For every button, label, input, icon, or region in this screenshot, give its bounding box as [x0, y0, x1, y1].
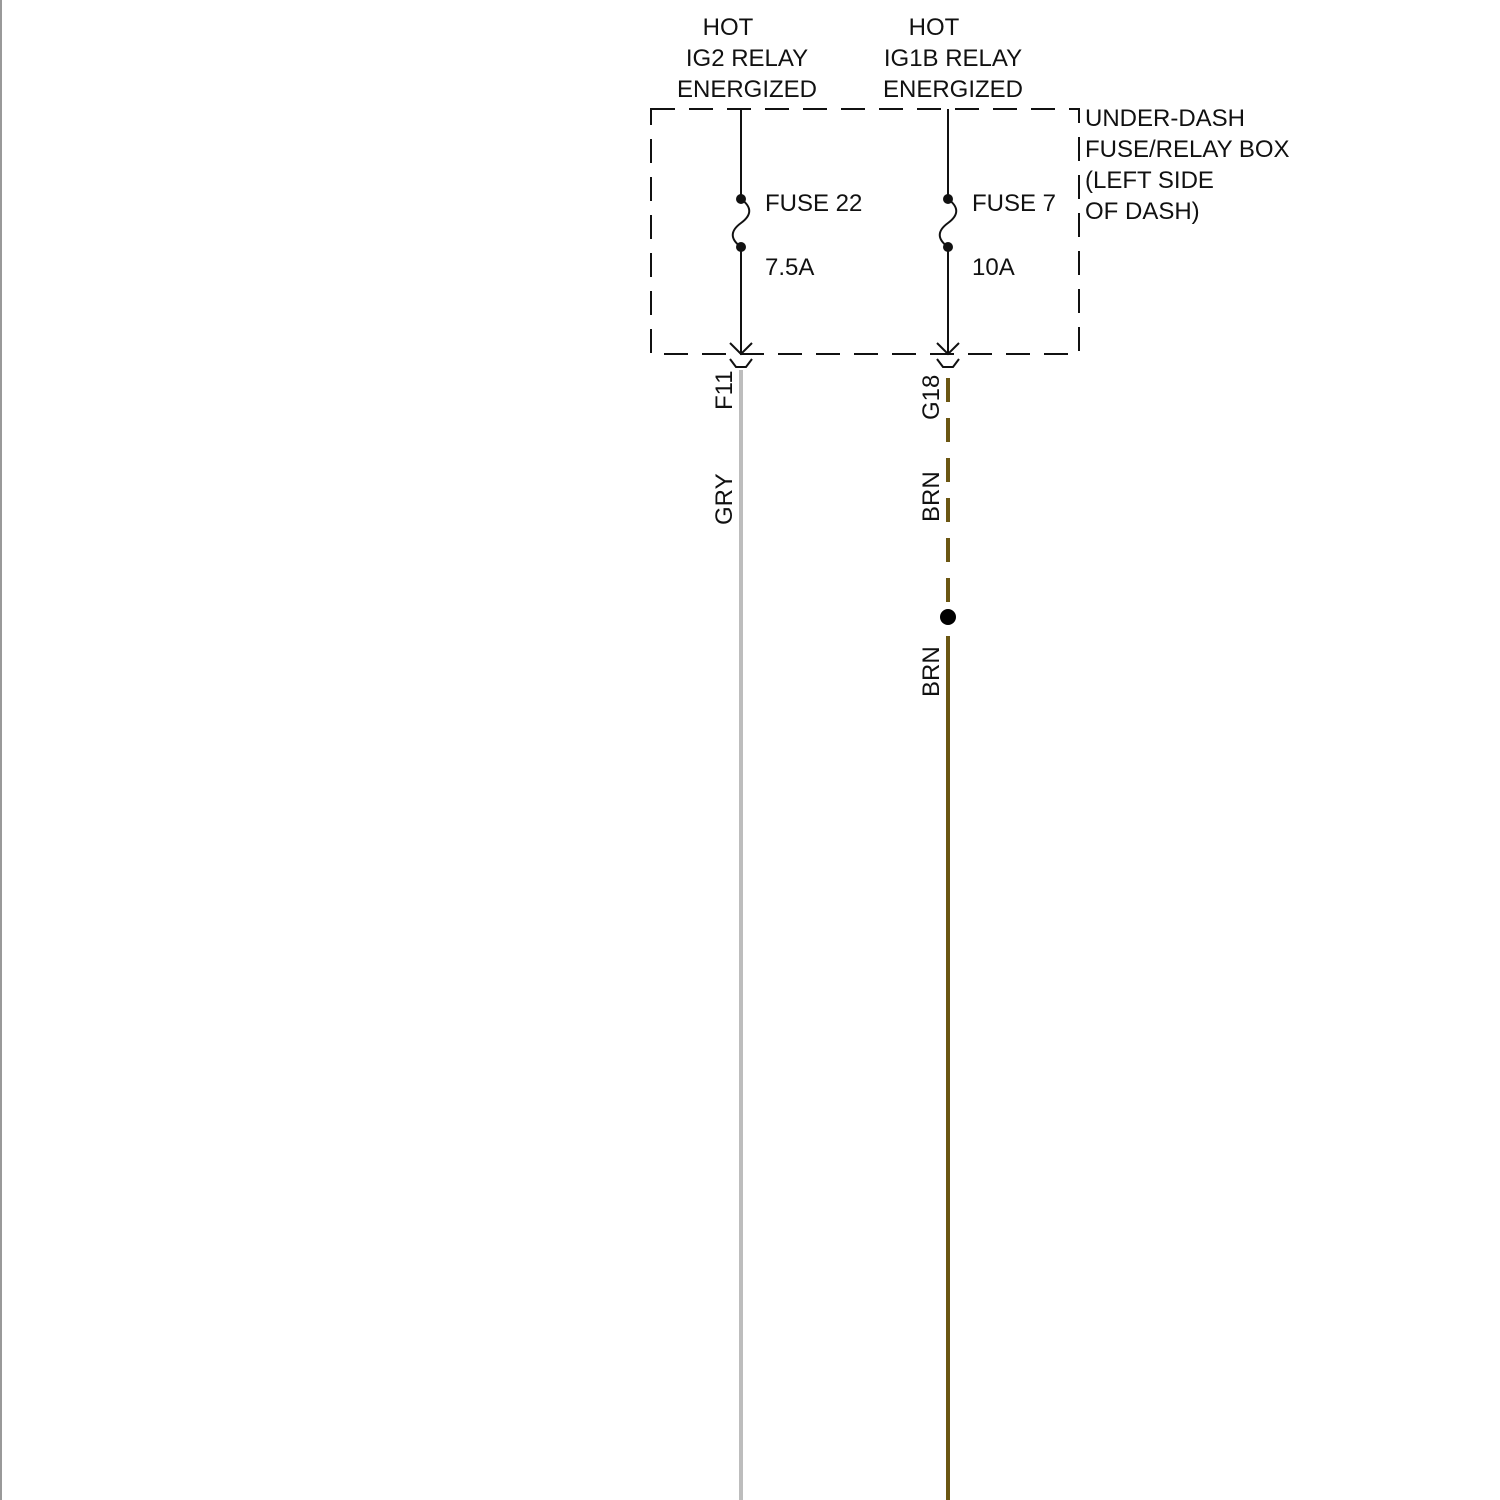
fuse-7-circuit: [937, 109, 959, 367]
fuse-box-label-line3: (LEFT SIDE: [1085, 167, 1214, 194]
fuse-22-rating: 7.5A: [765, 254, 815, 281]
fuse-7-name: FUSE 7: [972, 190, 1057, 217]
brn-wire-upper-label: BRN: [918, 471, 945, 522]
right-source-energized-label: ENERGIZED: [882, 76, 1024, 103]
fuse-box-label-line4: OF DASH): [1085, 198, 1200, 225]
gry-wire-label: GRY: [711, 473, 738, 525]
connector-g18-label: G18: [918, 374, 945, 420]
fuse-22-circuit: [730, 109, 752, 367]
fuse-box-label-line1: UNDER-DASH: [1085, 105, 1246, 132]
connector-g18-symbol: [937, 359, 959, 367]
fuse-7-rating: 10A: [972, 254, 1015, 281]
brn-wire-lower-label: BRN: [918, 646, 945, 697]
splice-point: [940, 609, 956, 625]
right-source-relay-label: IG1B RELAY: [883, 45, 1023, 72]
fuse-22-symbol: [733, 199, 750, 247]
fuse-box-label-line2: FUSE/RELAY BOX: [1085, 136, 1290, 163]
fuse-22-name: FUSE 22: [765, 190, 863, 217]
right-source-hot-label: HOT: [908, 14, 960, 41]
left-source-hot-label: HOT: [702, 14, 754, 41]
fuse-7-symbol: [940, 199, 957, 247]
left-source-energized-label: ENERGIZED: [676, 76, 818, 103]
left-source-relay-label: IG2 RELAY: [685, 45, 809, 72]
connector-f11-label: F11: [711, 370, 738, 410]
fuse-box-outline: [651, 109, 1079, 354]
connector-f11-symbol: [730, 359, 752, 367]
